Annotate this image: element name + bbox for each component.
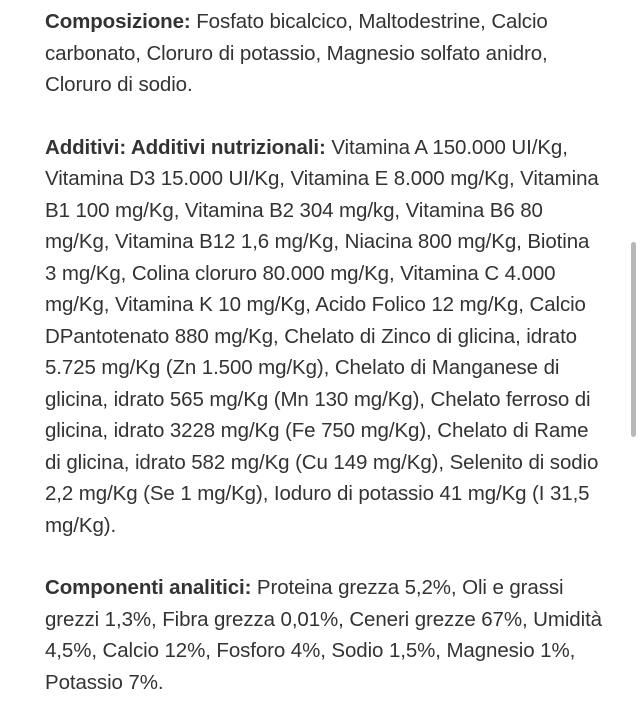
analytical-components-text: Proteina grezza 5,2%, Oli e grassi grezzi 1,3%, Fibra grezza 0,01%, Ceneri grezze 67%, Umidità 4,5%, Calcio 12%, Fosforo 4%, Sodio 1,5%, Magnesio 1%, Potassio 7%. [45,576,602,694]
composition-paragraph [45,6,605,101]
product-description [45,6,605,698]
analytical-components-paragraph [45,572,605,698]
vertical-scrollbar[interactable] [631,242,636,437]
composition-label: Composizione: [45,10,191,33]
additives-label: Additivi: Additivi nutrizionali: [45,135,326,159]
composition-text: Fosfato bicalcico, Maltodestrine, Calcio carbonato, Cloruro di potassio, Magnesio solfato anidro, Cloruro di sodio. [45,10,548,96]
additives-text: Vitamina A 150.000 UI/Kg, Vitamina D3 15.000 UI/Kg, Vitamina E 8.000 mg/Kg, Vitamina B1 100 mg/Kg, Vitamina B2 304 mg/kg, Vitamina B6 80 mg/Kg, Vitamina B12 1,6 mg/Kg, Niacina 800 mg/Kg, Biotina 3 mg/Kg, Colina cloruro 80.000 mg/Kg, Vitamina C 4.000 mg/Kg, Vitamina K 10 mg/Kg, Acido Folico 12 mg/Kg, Calcio DPantotenato 880 mg/Kg, Chelato di Zinco di glicina, idrato 5.725 mg/Kg (Zn 1.500 mg/Kg), Chelato di Manganese di glicina, idrato 565 mg/Kg (Mn 130 mg/Kg), Chelato ferroso di glicina, idrato 3228 mg/Kg (Fe 750 mg/Kg), Chelato di Rame di glicina, idrato 582 mg/Kg (Cu 149 mg/Kg), Selenito di sodio 2,2 mg/Kg (Se 1 mg/Kg), Ioduro di potassio 41 mg/Kg (I 31,5 mg/Kg). [45,135,599,537]
additives-paragraph [45,132,605,542]
analytical-components-label: Componenti analitici: [45,576,252,599]
